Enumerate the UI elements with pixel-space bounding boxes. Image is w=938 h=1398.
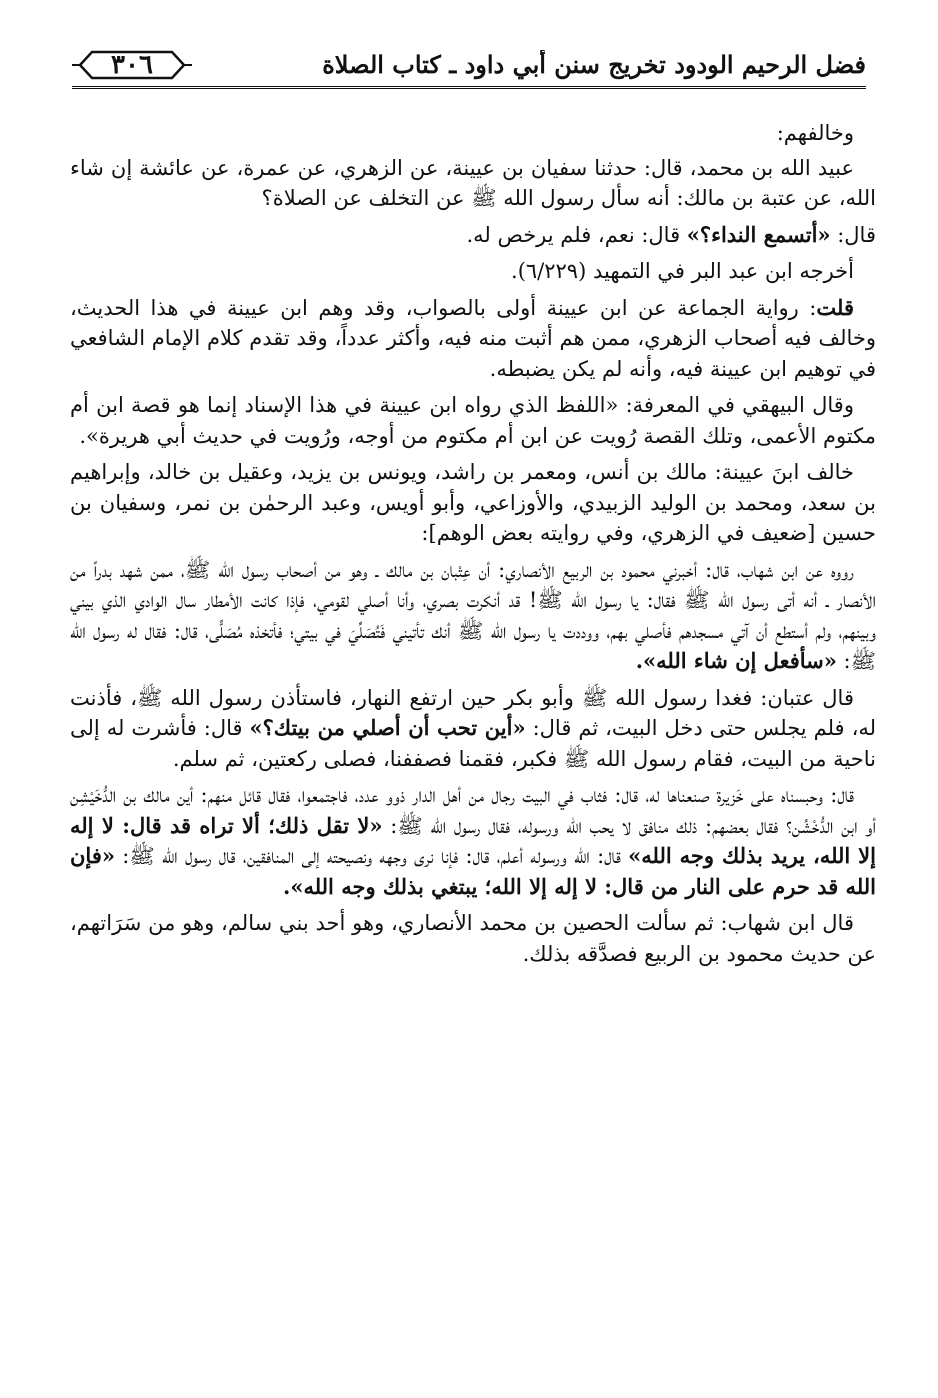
paragraph-5 (70, 293, 876, 385)
page-number-frame (72, 48, 192, 82)
bold-term: قلت (816, 294, 854, 320)
paragraph-9 (70, 683, 876, 775)
bold-quote: «سأفعل إن شاء الله». (635, 648, 837, 673)
paragraph-2: عبيد الله بن محمد، قال: حدثنا سفيان بن عيينة، عن الزهري، عن عمرة، عن عائشة إن شاء الله، عن عتبة بن مالك: أنه سأل رسول الله ﷺ عن التخلف عن الصلاة؟ (70, 155, 876, 210)
paragraph-10 (70, 780, 876, 902)
paragraph-8 (70, 555, 876, 677)
header-rule (72, 86, 866, 89)
paragraph-3 (70, 220, 876, 251)
bold-quote: «أين تحب أن أصلي من بيتك؟» (249, 715, 526, 740)
text-run: قال: الله ورسوله أعلم، قال: فإنا نرى وجهه ونصيحته إلى المنافقين، قال رسول الله ﷺ: (114, 844, 629, 868)
paragraph-6: وقال البيهقي في المعرفة: «اللفظ الذي رواه ابن عيينة في هذا الإسناد إنما هو قصة ابن أم مكتوم الأعمى، وتلك القصة رُويت عن ابن أم مكتوم من أوجه، ورُويت في حديث أبي هريرة». (70, 393, 876, 448)
paragraph-4: أخرجه ابن عبد البر في التمهيد (٦/٢٢٩). (511, 259, 854, 283)
text-run: قال: فأشرت له إلى ناحية من البيت، فقام رسول الله ﷺ فكبر، فقمنا فصففنا، فصلى ركعتين، ثم سلم. (70, 716, 876, 771)
bold-quote: «أتسمع النداء؟» (686, 221, 831, 247)
text-run: قال: وحبسناه على خَزيرة صنعناها له، قال: فثاب في البيت رجال من أهل الدار ذوو عدد، فاجتمعوا، فقال قائل منهم: أين مالك بن الدُّخَيْشِن أو ابن الدُّخْشُن؟ فقال بعضهم: ذلك منافق لا يحب الله ورسوله، فقال رسول الله ﷺ: (70, 783, 876, 838)
page-body (70, 118, 876, 975)
bold-quote: «لا تقل ذلك؛ ألا تراه قد قال: لا إله إلا الله، يريد بذلك وجه الله» (70, 812, 876, 868)
text-run: قال: (830, 222, 876, 247)
bold-quote: «فإن الله قد حرم على النار من قال: لا إله إلا الله؛ يبتغي بذلك وجه الله». (70, 843, 876, 899)
paragraph-1: وخالفهم: (776, 121, 854, 145)
text-run: : رواية الجماعة عن ابن عيينة أولى بالصواب، وقد وهم ابن عيينة في هذا الحديث، وخالف فيه أصحاب الزهري، ممن هم أثبت منه فيه، وأكثر عدداً، وقد تقدم كلام الإمام الشافعي في توهيم ابن عيينة فيه، وأنه لم يكن يضبطه. (70, 295, 876, 381)
paragraph-11: قال ابن شهاب: ثم سألت الحصين بن محمد الأنصاري، وهو أحد بني سالم، وهو من سَرَاتهم، عن حديث محمود بن الربيع فصدَّقه بذلك. (70, 911, 876, 966)
text-run: قال عتبان: فغدا رسول الله ﷺ وأبو بكر حين ارتفع النهار، فاستأذن رسول الله ﷺ، فأذنت له، فلم يجلس حتى دخل البيت، ثم قال: (70, 685, 877, 740)
text-run: رووه عن ابن شهاب، قال: أخبرني محمود بن الربيع الأنصاري: أن عِتْبان بن مالك ـ وهو من أصحاب رسول الله ﷺ، ممن شهد بدراً من الأنصار ـ أنه أتى رسول الله ﷺ فقال: يا رسول الله ﷺ! قد أنكرت بصري، وأنا أصلي لقومي، فإذا كانت الأمطار سال الوادي الذي بيني وبينهم، ولم أستطع أن آتي مسجدهم فأصلي بهم، ووددت يا رسول الله ﷺ أنك تأتيني فَتُصَلِّيَ في بيتي؛ فأتخذه مُصَلًّى، قال: فقال له رسول الله ﷺ: (70, 557, 876, 673)
running-title: فضل الرحيم الودود تخريج سنن أبي داود ـ كتاب الصلاة (322, 50, 866, 79)
paragraph-7: خالف ابنَ عيينة: مالك بن أنس، ومعمر بن راشد، ويونس بن يزيد، وعقيل بن خالد، وإبراهيم بن سعد، ومحمد بن الوليد الزبيدي، والأوزاعي، وأبو أويس، وعبد الرحمٰن بن نمر، وسفيان بن حسين [ضعيف في الزهري، وفي روايته بعض الوهم]: (70, 460, 876, 545)
running-header (72, 42, 866, 92)
page-number: ٣٠٦ (111, 50, 153, 80)
text-run: قال: نعم، فلم يرخص له. (466, 222, 687, 247)
